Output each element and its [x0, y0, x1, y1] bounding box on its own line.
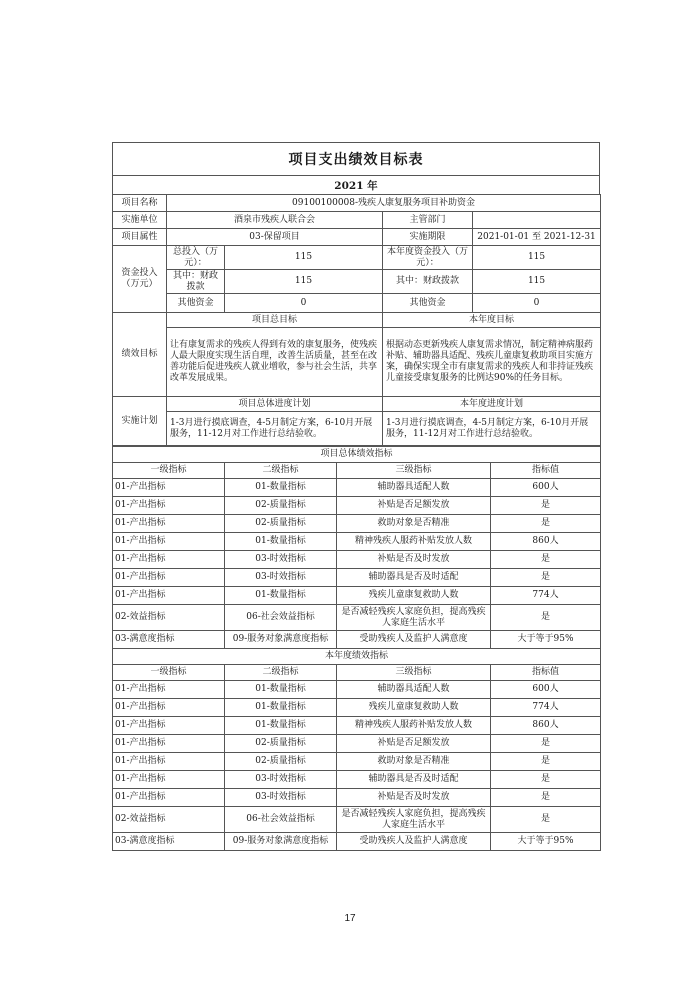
attr-label: 项目属性: [113, 229, 167, 246]
value-cell: 600人: [491, 479, 601, 497]
annual-indicators-section: 本年度绩效指标: [113, 649, 601, 665]
level3-cell: 辅助器具适配人数: [337, 479, 491, 497]
level3-cell: 是否减轻残疾人家庭负担，提高残疾人家庭生活水平: [337, 605, 491, 631]
overall-indicators-section: 项目总体绩效指标: [113, 447, 601, 463]
level1-cell: 02-效益指标: [113, 807, 225, 833]
level1-cell: 03-满意度指标: [113, 631, 225, 649]
col-header-level3: 三级指标: [337, 665, 491, 681]
info-table: [112, 194, 601, 446]
level1-cell: 01-产出指标: [113, 789, 225, 807]
value-cell: 是: [491, 515, 601, 533]
level3-cell: 精神残疾人服药补贴发放人数: [337, 533, 491, 551]
level2-cell: 01-数量指标: [225, 479, 337, 497]
fiscal-label: 其中：财政拨款: [167, 270, 225, 294]
level2-cell: 01-数量指标: [225, 587, 337, 605]
indicator-row: [113, 699, 601, 717]
indicator-row: [113, 569, 601, 587]
fiscal-value: 115: [225, 270, 383, 294]
value-cell: 是: [491, 551, 601, 569]
form-year: 2021 年: [112, 175, 600, 194]
level2-cell: 02-质量指标: [225, 753, 337, 771]
col-header-value: 指标值: [491, 665, 601, 681]
annual-plan-header: 本年度进度计划: [383, 397, 601, 412]
level3-cell: 辅助器具适配人数: [337, 681, 491, 699]
col-header-value: 指标值: [491, 463, 601, 479]
level3-cell: 是否减轻残疾人家庭负担，提高残疾人家庭生活水平: [337, 807, 491, 833]
level1-cell: 02-效益指标: [113, 605, 225, 631]
level3-cell: 受助残疾人及监护人满意度: [337, 631, 491, 649]
indicator-row: [113, 771, 601, 789]
col-header-level1: 一级指标: [113, 463, 225, 479]
annual-goal-header: 本年度目标: [383, 313, 601, 328]
level3-cell: 救助对象是否精准: [337, 515, 491, 533]
indicator-row: [113, 789, 601, 807]
indicator-row: [113, 833, 601, 851]
indicator-row: [113, 515, 601, 533]
indicator-row: [113, 587, 601, 605]
value-cell: 大于等于95%: [491, 631, 601, 649]
value-cell: 大于等于95%: [491, 833, 601, 851]
dept-label: 主管部门: [383, 212, 473, 229]
level1-cell: 01-产出指标: [113, 771, 225, 789]
annual-goal-text: 根据动态更新残疾人康复需求情况，制定精神病服药补贴、辅助器具适配、残疾儿童康复救助项目实施方案，确保实现全市有康复需求的残疾人和非持证残疾儿童接受康复服务的比例达90%的任务目标。: [383, 328, 601, 397]
plan-label: 实施计划: [113, 397, 167, 446]
level2-cell: 01-数量指标: [225, 699, 337, 717]
attr-value: 03-保留项目: [167, 229, 383, 246]
value-cell: 是: [491, 789, 601, 807]
annual-investment-value: 115: [473, 246, 601, 270]
annual-fiscal-value: 115: [473, 270, 601, 294]
col-header-level3: 三级指标: [337, 463, 491, 479]
level2-cell: 01-数量指标: [225, 717, 337, 735]
level2-cell: 01-数量指标: [225, 533, 337, 551]
value-cell: 860人: [491, 717, 601, 735]
level1-cell: 01-产出指标: [113, 533, 225, 551]
indicator-row: [113, 551, 601, 569]
level3-cell: 残疾儿童康复救助人数: [337, 699, 491, 717]
funds-label: 资金投入（万元）: [113, 246, 167, 313]
col-header-level2: 二级指标: [225, 463, 337, 479]
dept-value: [473, 212, 601, 229]
level3-cell: 补贴是否足额发放: [337, 497, 491, 515]
period-label: 实施期限: [383, 229, 473, 246]
level2-cell: 03-时效指标: [225, 771, 337, 789]
level2-cell: 09-服务对象满意度指标: [225, 631, 337, 649]
level2-cell: 01-数量指标: [225, 681, 337, 699]
overall-plan-text: 1-3月进行摸底调查，4-5月制定方案，6-10月开展服务，11-12月对工作进行总结验收。: [167, 412, 383, 446]
level1-cell: 01-产出指标: [113, 515, 225, 533]
value-cell: 600人: [491, 681, 601, 699]
level3-cell: 辅助器具是否及时适配: [337, 771, 491, 789]
other-funds-value: 0: [225, 294, 383, 313]
indicator-row: [113, 479, 601, 497]
level1-cell: 01-产出指标: [113, 497, 225, 515]
indicator-row: [113, 717, 601, 735]
overall-goal-header: 项目总目标: [167, 313, 383, 328]
level3-cell: 补贴是否足额发放: [337, 735, 491, 753]
value-cell: 860人: [491, 533, 601, 551]
value-cell: 是: [491, 807, 601, 833]
overall-plan-header: 项目总体进度计划: [167, 397, 383, 412]
indicator-row: [113, 605, 601, 631]
level3-cell: 精神残疾人服药补贴发放人数: [337, 717, 491, 735]
unit-value: 酒泉市残疾人联合会: [167, 212, 383, 229]
level2-cell: 02-质量指标: [225, 515, 337, 533]
level1-cell: 01-产出指标: [113, 569, 225, 587]
indicator-row: [113, 735, 601, 753]
indicator-row: [113, 497, 601, 515]
level3-cell: 补贴是否及时发放: [337, 551, 491, 569]
annual-other-funds-value: 0: [473, 294, 601, 313]
level1-cell: 01-产出指标: [113, 551, 225, 569]
overall-goal-text: 让有康复需求的残疾人得到有效的康复服务，使残疾人最大限度实现生活自理，改善生活质量，甚至在改善功能后促进残疾人就业增收，参与社会生活，共享改革发展成果。: [167, 328, 383, 397]
level3-cell: 补贴是否及时发放: [337, 789, 491, 807]
total-investment-label: 总投入（万元）：: [167, 246, 225, 270]
level1-cell: 01-产出指标: [113, 753, 225, 771]
indicator-row: [113, 681, 601, 699]
level1-cell: 01-产出指标: [113, 735, 225, 753]
value-cell: 是: [491, 569, 601, 587]
level2-cell: 02-质量指标: [225, 497, 337, 515]
level2-cell: 06-社会效益指标: [225, 807, 337, 833]
value-cell: 是: [491, 735, 601, 753]
level1-cell: 01-产出指标: [113, 681, 225, 699]
level1-cell: 01-产出指标: [113, 587, 225, 605]
period-value: 2021-01-01 至 2021-12-31: [473, 229, 601, 246]
annual-fiscal-label: 其中：财政拨款: [383, 270, 473, 294]
level2-cell: 02-质量指标: [225, 735, 337, 753]
annual-investment-label: 本年度资金投入（万元）：: [383, 246, 473, 270]
indicator-table: [112, 446, 601, 851]
level1-cell: 01-产出指标: [113, 699, 225, 717]
annual-plan-text: 1-3月进行摸底调查，4-5月制定方案，6-10月开展服务，11-12月对工作进行总结验收。: [383, 412, 601, 446]
page-number: 17: [344, 913, 356, 924]
level3-cell: 受助残疾人及监护人满意度: [337, 833, 491, 851]
level1-cell: 03-满意度指标: [113, 833, 225, 851]
form-title: 项目支出绩效目标表: [112, 142, 600, 175]
project-name-label: 项目名称: [113, 195, 167, 212]
value-cell: 774人: [491, 699, 601, 717]
unit-label: 实施单位: [113, 212, 167, 229]
indicator-row: [113, 753, 601, 771]
level3-cell: 救助对象是否精准: [337, 753, 491, 771]
total-investment-value: 115: [225, 246, 383, 270]
indicator-row: [113, 533, 601, 551]
annual-other-funds-label: 其他资金: [383, 294, 473, 313]
level2-cell: 03-时效指标: [225, 789, 337, 807]
indicator-row: [113, 807, 601, 833]
goals-label: 绩效目标: [113, 313, 167, 397]
value-cell: 是: [491, 753, 601, 771]
value-cell: 是: [491, 771, 601, 789]
level1-cell: 01-产出指标: [113, 717, 225, 735]
level1-cell: 01-产出指标: [113, 479, 225, 497]
level2-cell: 09-服务对象满意度指标: [225, 833, 337, 851]
col-header-level2: 二级指标: [225, 665, 337, 681]
level3-cell: 辅助器具是否及时适配: [337, 569, 491, 587]
other-funds-label: 其他资金: [167, 294, 225, 313]
performance-goal-form: [112, 142, 600, 851]
level2-cell: 06-社会效益指标: [225, 605, 337, 631]
value-cell: 774人: [491, 587, 601, 605]
value-cell: 是: [491, 605, 601, 631]
level3-cell: 残疾儿童康复救助人数: [337, 587, 491, 605]
col-header-level1: 一级指标: [113, 665, 225, 681]
value-cell: 是: [491, 497, 601, 515]
level2-cell: 03-时效指标: [225, 551, 337, 569]
project-name-value: 09100100008-残疾人康复服务项目补助资金: [167, 195, 601, 212]
level2-cell: 03-时效指标: [225, 569, 337, 587]
indicator-row: [113, 631, 601, 649]
